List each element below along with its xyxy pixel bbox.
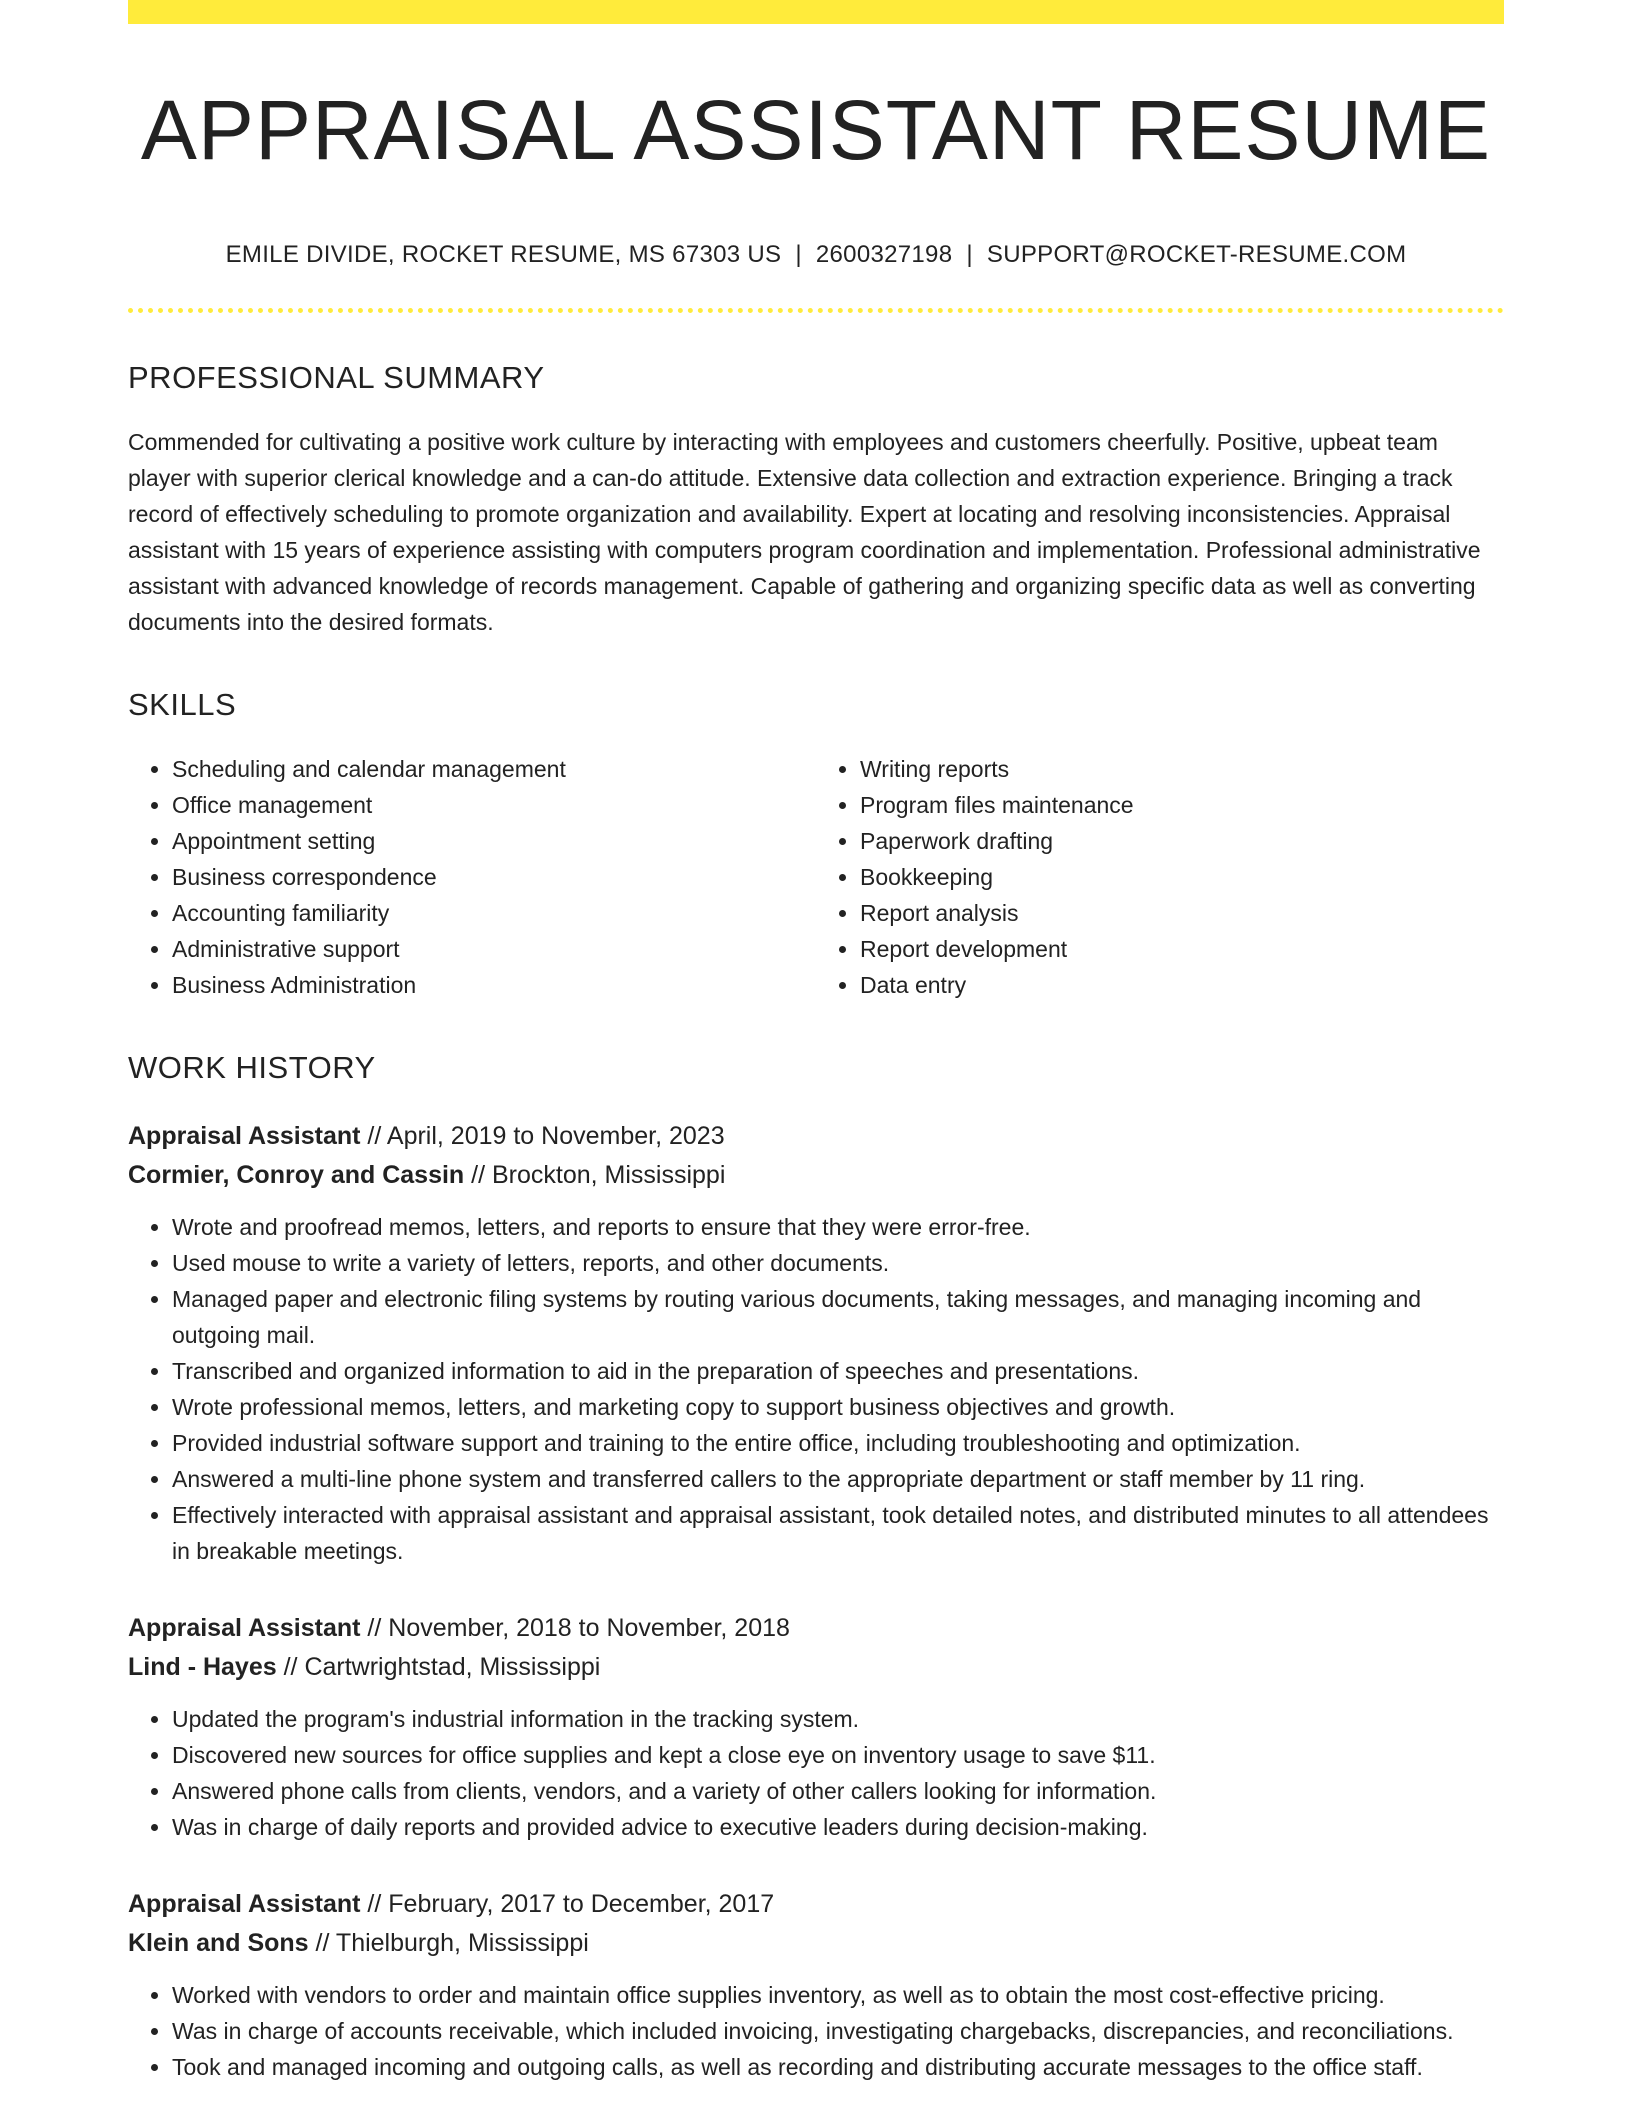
job-company: Cormier, Conroy and Cassin (128, 1160, 465, 1189)
skill-item: • Bookkeeping (860, 859, 1504, 895)
job-title: Appraisal Assistant (128, 1613, 361, 1642)
job-duty-item: • Answered phone calls from clients, vendors, and a variety of other callers looking for information. (172, 1773, 1504, 1809)
skill-item: • Administrative support (172, 931, 816, 967)
skill-item: • Program files maintenance (860, 787, 1504, 823)
job-duty-item: • Worked with vendors to order and maintain office supplies inventory, as well as to obtain the most cost-effective pricing. (172, 1977, 1504, 2013)
skill-item: • Scheduling and calendar management (172, 751, 816, 787)
job-entry (128, 1609, 1504, 1845)
job-company: Klein and Sons (128, 1928, 309, 1957)
job-duties-list (128, 1701, 1504, 1845)
skill-item: • Appointment setting (172, 823, 816, 859)
skill-item: • Report development (860, 931, 1504, 967)
skills-list-left (128, 751, 816, 1003)
job-duties-list (128, 1977, 1504, 2085)
skill-item: • Paperwork drafting (860, 823, 1504, 859)
job-duty-item: • Was in charge of accounts receivable, which included invoicing, investigating chargebacks, discrepancies, and reconciliations. (172, 2013, 1504, 2049)
skill-item: • Business correspondence (172, 859, 816, 895)
job-duty-item: • Wrote professional memos, letters, and marketing copy to support business objectives and growth. (172, 1389, 1504, 1425)
job-duty-item: • Provided industrial software support and training to the entire office, including troubleshooting and optimization. (172, 1425, 1504, 1461)
contact-email: SUPPORT@ROCKET-RESUME.COM (986, 240, 1407, 268)
job-dates: // April, 2019 to November, 2023 (360, 1121, 725, 1150)
work-history-list (128, 1117, 1504, 2085)
skill-item: • Business Administration (172, 967, 816, 1003)
skill-item: • Data entry (860, 967, 1504, 1003)
summary-text: Commended for cultivating a positive work culture by interacting with employees and customers cheerfully. Positive, upbeat team player with superior clerical knowledge and a can-do attitude. Extensive data collection and extraction experience. Bringing a track record of effectively scheduling to promote organization and availability. Expert at locating and resolving inconsistencies. Appraisal assistant with 15 years of experience assisting with computers program coordination and implementation. Professional administrative assistant with advanced knowledge of records management. Capable of gathering and organizing specific data as well as converting documents into the desired formats. (128, 429, 1481, 636)
job-title-line (128, 1885, 1504, 1924)
top-accent-bar (128, 0, 1504, 24)
job-dates: // February, 2017 to December, 2017 (360, 1889, 775, 1918)
skill-item: • Writing reports (860, 751, 1504, 787)
job-dates: // November, 2018 to November, 2018 (360, 1613, 790, 1642)
job-company-line (128, 1924, 1504, 1963)
job-company: Lind - Hayes (128, 1652, 277, 1681)
job-duty-item: • Took and managed incoming and outgoing calls, as well as recording and distributing accurate messages to the office staff. (172, 2049, 1504, 2085)
job-title-line (128, 1117, 1504, 1156)
resume-title: APPRAISAL ASSISTANT RESUME (140, 83, 1492, 177)
summary-heading: PROFESSIONAL SUMMARY (128, 359, 545, 395)
resume-content (128, 24, 1504, 2085)
job-entry (128, 1885, 1504, 2085)
skill-item: • Report analysis (860, 895, 1504, 931)
contact-separator: | (795, 240, 802, 268)
job-duty-item: • Wrote and proofread memos, letters, and reports to ensure that they were error-free. (172, 1209, 1504, 1245)
job-location: // Brockton, Mississippi (464, 1160, 726, 1189)
job-duty-item: • Was in charge of daily reports and provided advice to executive leaders during decision-making. (172, 1809, 1504, 1845)
contact-separator: | (966, 240, 973, 268)
skills-columns (128, 751, 1504, 1003)
contact-line (128, 239, 1504, 270)
skills-list-right (816, 751, 1504, 1003)
job-duty-item: • Updated the program's industrial information in the tracking system. (172, 1701, 1504, 1737)
job-duty-item: • Discovered new sources for office supplies and kept a close eye on inventory usage to save $11. (172, 1737, 1504, 1773)
work-history-heading: WORK HISTORY (128, 1050, 376, 1086)
skill-item: • Office management (172, 787, 816, 823)
job-title: Appraisal Assistant (128, 1121, 361, 1150)
job-title: Appraisal Assistant (128, 1889, 361, 1918)
job-duty-item: • Effectively interacted with appraisal assistant and appraisal assistant, took detailed notes, and distributed minutes to all attendees in breakable meetings. (172, 1497, 1504, 1569)
contact-name-address: EMILE DIVIDE, ROCKET RESUME, MS 67303 US (225, 240, 782, 268)
job-location: // Thielburgh, Mississippi (308, 1928, 589, 1957)
job-duty-item: • Answered a multi-line phone system and transferred callers to the appropriate department or staff member by 11 ring. (172, 1461, 1504, 1497)
job-location: // Cartwrightstad, Mississippi (276, 1652, 601, 1681)
job-duties-list (128, 1209, 1504, 1569)
job-duty-item: • Transcribed and organized information to aid in the preparation of speeches and presentations. (172, 1353, 1504, 1389)
job-duty-item: • Managed paper and electronic filing systems by routing various documents, taking messages, and managing incoming and outgoing mail. (172, 1281, 1504, 1353)
job-title-line (128, 1609, 1504, 1648)
skills-heading: SKILLS (128, 687, 237, 723)
skill-item: • Accounting familiarity (172, 895, 816, 931)
contact-phone: 2600327198 (815, 240, 953, 268)
job-company-line (128, 1156, 1504, 1195)
job-duty-item: • Used mouse to write a variety of letters, reports, and other documents. (172, 1245, 1504, 1281)
job-entry (128, 1117, 1504, 1569)
dotted-divider (128, 308, 1504, 313)
job-company-line (128, 1648, 1504, 1687)
